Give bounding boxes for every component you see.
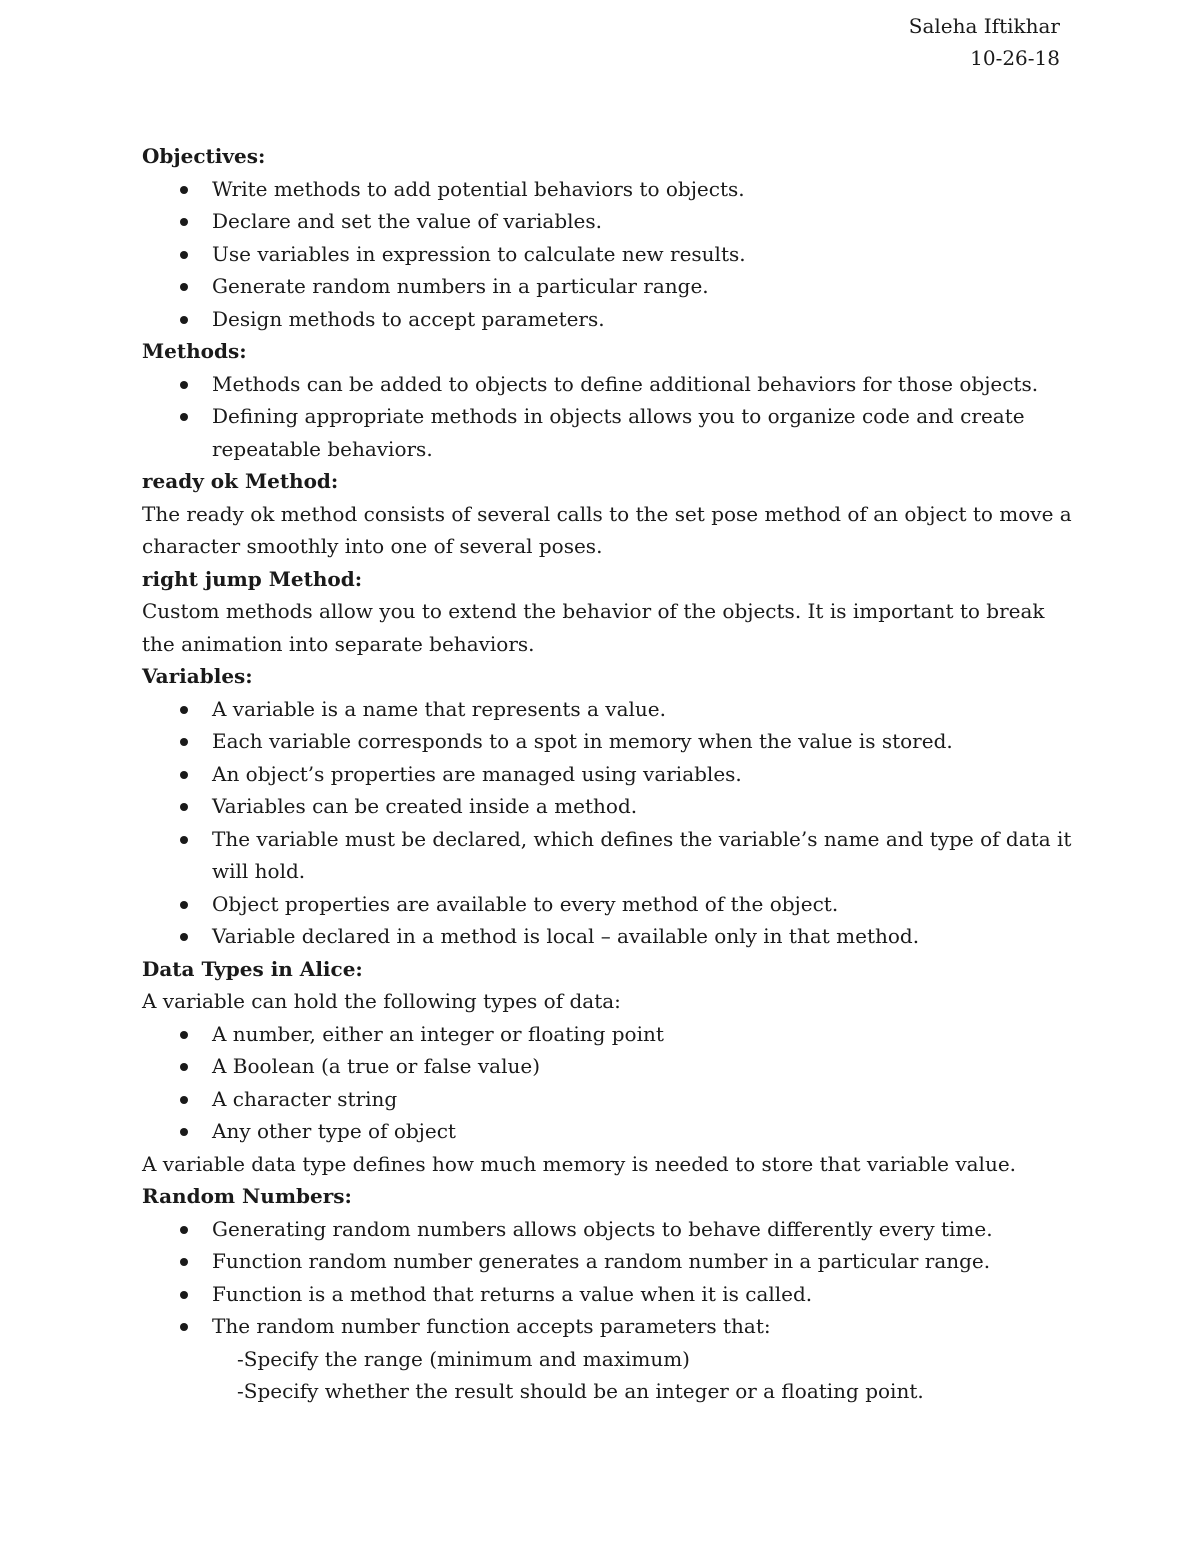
objectives-heading: Objectives: [142,144,266,168]
right-jump-paragraph: Custom methods allow you to extend the behavior of the objects. It is important to break the animation into separate behaviors. [142,599,1045,656]
list-item: Variables can be created inside a method. [142,790,1072,823]
list-item: Generate random numbers in a particular range. [142,270,1072,303]
right-jump-heading: right jump Method: [142,566,363,591]
list-item: Any other type of object [142,1115,1072,1148]
list-item: Each variable corresponds to a spot in memory when the value is stored. [142,725,1072,758]
methods-heading: Methods: [142,339,247,363]
sub-item-range: -Specify the range (minimum and maximum) [237,1346,690,1371]
list-item: Write methods to add potential behaviors to objects. [142,173,1072,206]
random-numbers-list [142,1213,1072,1343]
list-item: A variable is a name that represents a value. [142,693,1072,726]
list-item: A number, either an integer or floating point [142,1018,1072,1051]
list-item: Variable declared in a method is local – available only in that method. [142,920,1072,953]
list-item: The random number function accepts parameters that: [142,1310,1072,1343]
list-item: Function random number generates a random number in a particular range. [142,1245,1072,1278]
objectives-list [142,173,1072,336]
sub-item-result-type: -Specify whether the result should be an integer or a floating point. [237,1379,924,1403]
document-date: 10-26-18 [970,46,1060,70]
list-item: Declare and set the value of variables. [142,205,1072,238]
document-body [142,140,1072,1408]
data-types-list [142,1018,1072,1148]
methods-list [142,368,1072,466]
list-item: Design methods to accept parameters. [142,303,1072,336]
list-item: Generating random numbers allows objects to behave differently every time. [142,1213,1072,1246]
list-item: The variable must be declared, which defines the variable’s name and type of data it will hold. [142,823,1072,888]
list-item: Use variables in expression to calculate new results. [142,238,1072,271]
variables-list [142,693,1072,953]
variables-heading: Variables: [142,664,253,688]
author-name: Saleha Iftikhar [908,14,1060,38]
list-item: Methods can be added to objects to define additional behaviors for those objects. [142,368,1072,401]
ready-ok-heading: ready ok Method: [142,469,339,493]
list-item: An object’s properties are managed using variables. [142,758,1072,791]
data-types-heading: Data Types in Alice: [142,956,363,981]
list-item: A character string [142,1083,1072,1116]
random-numbers-heading: Random Numbers: [142,1184,352,1208]
data-types-intro: A variable can hold the following types of data: [142,989,621,1013]
list-item: Object properties are available to every method of the object. [142,888,1072,921]
ready-ok-paragraph: The ready ok method consists of several calls to the set pose method of an object to move a character smoothly into one of several poses. [142,501,1072,558]
data-types-outro: A variable data type defines how much memory is needed to store that variable value. [142,1151,1017,1176]
list-item: Defining appropriate methods in objects allows you to organize code and create repeatable behaviors. [142,400,1072,465]
document-header [909,10,1060,74]
list-item: A Boolean (a true or false value) [142,1050,1072,1083]
list-item: Function is a method that returns a value when it is called. [142,1278,1072,1311]
